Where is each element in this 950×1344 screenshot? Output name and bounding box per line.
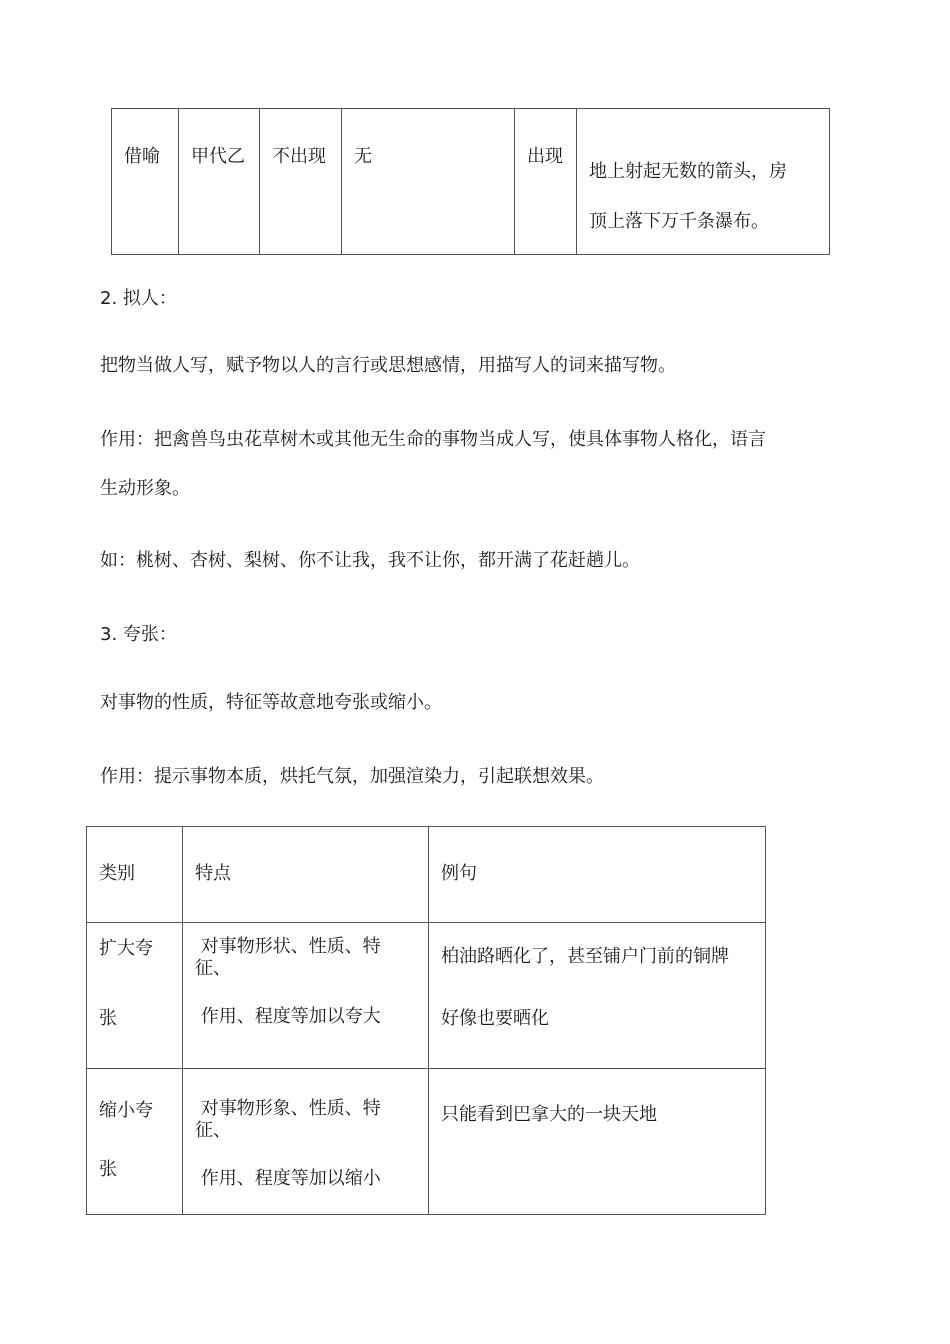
table-cell xyxy=(183,923,429,1069)
section-heading-hyperbole: 3. 夸张： xyxy=(100,624,177,645)
table-cell xyxy=(183,1069,429,1215)
hyperbole-definition: 对事物的性质，特征等故意地夸张或缩小。 xyxy=(100,692,442,713)
table-cell xyxy=(179,109,260,255)
example-line: 好像也要晒化 xyxy=(441,1008,549,1029)
category-line: 张 xyxy=(99,1008,117,1029)
personification-effect-line: 作用：把禽兽鸟虫花草树木或其他无生命的事物当成人写，使具体事物人格化，语言 xyxy=(100,429,766,450)
hyperbole-table xyxy=(86,826,766,1215)
table-cell xyxy=(577,109,830,255)
cell-text: 借喻 xyxy=(124,146,160,167)
cell-text: 不出现 xyxy=(272,146,326,167)
table-cell xyxy=(87,923,183,1069)
feature-line: 作用、程度等加以夸大 xyxy=(195,1006,381,1027)
table-cell xyxy=(112,109,179,255)
table-cell xyxy=(429,923,766,1069)
feature-line: 对事物形象、性质、特 xyxy=(195,1098,381,1119)
category-line: 扩大夸 xyxy=(99,938,153,959)
table-cell xyxy=(342,109,515,255)
header-cell xyxy=(183,827,429,923)
feature-line: 作用、程度等加以缩小 xyxy=(195,1168,381,1189)
example-line: 顶上落下万千条瀑布。 xyxy=(589,211,769,232)
example-line: 地上射起无数的箭头，房 xyxy=(589,161,787,182)
category-line: 缩小夸 xyxy=(99,1100,153,1121)
section-heading-personification: 2. 拟人： xyxy=(100,288,177,309)
category-line: 张 xyxy=(99,1159,117,1180)
table-cell xyxy=(429,1069,766,1215)
hyperbole-effect: 作用：提示事物本质，烘托气氛，加强渲染力，引起联想效果。 xyxy=(100,766,604,787)
table-row xyxy=(87,1069,766,1215)
table-cell xyxy=(87,1069,183,1215)
personification-definition: 把物当做人写，赋予物以人的言行或思想感情，用描写人的词来描写物。 xyxy=(100,355,676,376)
header-text: 类别 xyxy=(99,863,135,885)
cell-text: 出现 xyxy=(527,146,563,167)
personification-effect-line: 生动形象。 xyxy=(100,478,190,499)
cell-text: 甲代乙 xyxy=(191,146,245,167)
example-line: 只能看到巴拿大的一块天地 xyxy=(441,1104,657,1125)
example-line: 柏油路晒化了，甚至铺户门前的铜牌 xyxy=(441,946,729,967)
table-row xyxy=(87,923,766,1069)
table-row xyxy=(112,109,830,255)
header-cell xyxy=(87,827,183,923)
feature-line: 征、 xyxy=(195,1120,231,1141)
table-header-row xyxy=(87,827,766,923)
header-text: 特点 xyxy=(195,863,231,885)
feature-line: 对事物形状、性质、特 xyxy=(195,936,381,957)
metaphor-table xyxy=(111,108,830,255)
feature-line: 征、 xyxy=(195,958,231,979)
header-text: 例句 xyxy=(441,863,477,885)
personification-example: 如：桃树、杏树、梨树、你不让我，我不让你，都开满了花赶趟儿。 xyxy=(100,550,640,571)
table-cell xyxy=(515,109,577,255)
table-cell xyxy=(260,109,342,255)
cell-text: 无 xyxy=(354,146,372,167)
header-cell xyxy=(429,827,766,923)
